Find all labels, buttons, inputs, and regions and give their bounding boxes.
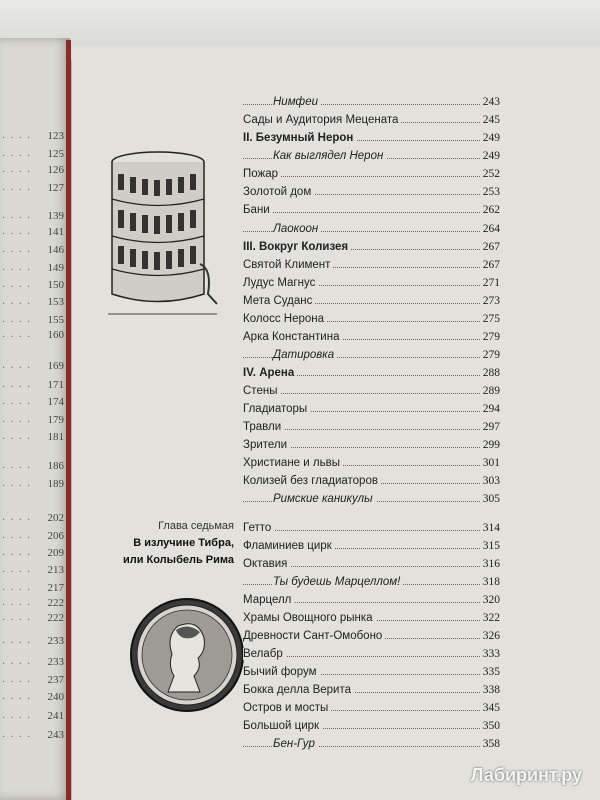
toc-leader-dots (243, 393, 500, 394)
toc-entry-page: 301 (480, 457, 500, 469)
toc-entry (243, 204, 500, 222)
toc-entry-title: Как выглядел Нерон (273, 150, 386, 162)
left-page-leader-dots: . . . . (2, 547, 32, 558)
toc-entry-page: 318 (480, 576, 500, 588)
left-page-number: 206 (47, 530, 64, 542)
toc-entry-title: Бани (243, 204, 273, 216)
toc-entry-page: 262 (480, 204, 500, 216)
toc-entry-title: Остров и мосты (243, 702, 331, 714)
toc-entry-page: 279 (480, 331, 500, 343)
left-page-leader-dots: . . . . (2, 414, 32, 425)
left-page-leader-dots: . . . . (2, 329, 32, 340)
left-page-number: 189 (47, 478, 64, 490)
toc-entry (243, 259, 500, 277)
toc-entry-page: 350 (480, 720, 500, 732)
toc-entry-page: 345 (480, 702, 500, 714)
left-page-number: 213 (47, 564, 64, 576)
toc-entry-title: Бен-Гур (273, 738, 318, 750)
toc-entry (243, 403, 500, 421)
toc-entry (243, 612, 500, 630)
left-page-number: 153 (47, 296, 64, 308)
toc-entry-title: II. Безумный Нерон (243, 132, 356, 144)
colosseum-illustration (102, 144, 222, 324)
chapter-title-line1: В излучине Тибра, (133, 537, 234, 549)
toc-entry (243, 277, 500, 295)
toc-entry-page: 297 (480, 421, 500, 433)
toc-entry-title: III. Вокруг Колизея (243, 241, 351, 253)
left-page-leader-dots: . . . . (2, 379, 32, 390)
toc-leader-dots (243, 530, 500, 531)
toc-entry (243, 168, 500, 186)
left-page-number: 209 (47, 547, 64, 559)
left-page-leader-dots: . . . . (2, 431, 32, 442)
toc-entry-page: 245 (480, 114, 500, 126)
left-page-leader-dots: . . . . (2, 460, 32, 471)
left-page-number: 171 (47, 379, 64, 391)
toc-entry-title: Нимфеи (273, 96, 321, 108)
toc-entry (243, 295, 500, 313)
left-page-number: 139 (47, 210, 64, 222)
toc-entry-title: Стены (243, 385, 280, 397)
left-page (0, 38, 70, 800)
left-page-leader-dots: . . . . (2, 182, 32, 193)
toc-entry-page: 289 (480, 385, 500, 397)
toc-entry-title: Зрители (243, 439, 290, 451)
left-page-leader-dots: . . . . (2, 478, 32, 489)
toc-entry-title: Христиане и львы (243, 457, 343, 469)
left-page-leader-dots: . . . . (2, 244, 32, 255)
toc-entry-title: Велабр (243, 648, 286, 660)
left-page-number: 169 (47, 360, 64, 372)
left-page-number: 127 (47, 182, 64, 194)
toc-entry-title: Золотой дом (243, 186, 314, 198)
left-page-number: 123 (47, 130, 64, 142)
toc-entry-page: 249 (480, 132, 500, 144)
left-page-leader-dots: . . . . (2, 656, 32, 667)
left-page-number: 125 (47, 148, 64, 160)
toc-entry-title: Бокка делла Верита (243, 684, 354, 696)
left-page-number: 243 (47, 729, 64, 741)
right-page (72, 46, 600, 800)
left-page-number: 146 (47, 244, 64, 256)
left-page-leader-dots: . . . . (2, 597, 32, 608)
left-page-number: 141 (47, 226, 64, 238)
toc-entry-page: 299 (480, 439, 500, 451)
left-page-number: 149 (47, 262, 64, 274)
left-page-leader-dots: . . . . (2, 314, 32, 325)
toc-entry-title: Мета Суданс (243, 295, 315, 307)
toc-entry (243, 630, 500, 648)
left-page-number: 222 (47, 612, 64, 624)
toc-entry-title: IV. Арена (243, 367, 297, 379)
left-page-number: 126 (47, 164, 64, 176)
left-page-leader-dots: . . . . (2, 612, 32, 623)
left-page-number: 174 (47, 396, 64, 408)
toc-entry-title: Октавия (243, 558, 290, 570)
left-page-number: 186 (47, 460, 64, 472)
toc-leader-dots (243, 176, 500, 177)
toc-entry (243, 96, 500, 114)
left-page-leader-dots: . . . . (2, 691, 32, 702)
left-page-number: 233 (47, 635, 64, 647)
left-page-leader-dots: . . . . (2, 210, 32, 221)
toc-entry (243, 421, 500, 439)
toc-entry-title: Святой Климент (243, 259, 333, 271)
left-page-number: 202 (47, 512, 64, 524)
toc-entry-title: Лаокоон (273, 223, 321, 235)
toc-entry-page: 271 (480, 277, 500, 289)
left-page-leader-dots: . . . . (2, 164, 32, 175)
toc-entry (243, 666, 500, 684)
toc-entry-page: 335 (480, 666, 500, 678)
toc-entry-title: Пожар (243, 168, 281, 180)
toc-entry-title: Колосс Нерона (243, 313, 327, 325)
toc-entry (243, 648, 500, 666)
toc-entry-title: Гладиаторы (243, 403, 310, 415)
toc-entry-page: 264 (480, 223, 500, 235)
toc-entry-page: 252 (480, 168, 500, 180)
toc-entry-title: Марцелл (243, 594, 294, 606)
left-page-number: 181 (47, 431, 64, 443)
left-page-leader-dots: . . . . (2, 674, 32, 685)
toc-entry-page: 279 (480, 349, 500, 361)
toc-entry-page: 314 (480, 522, 500, 534)
chapter-heading (123, 518, 234, 569)
left-page-number: 240 (47, 691, 64, 703)
toc-entry (243, 558, 500, 576)
toc-entry-title: Древности Сант-Омобоно (243, 630, 385, 642)
toc-entry-page: 253 (480, 186, 500, 198)
toc-entry-page: 333 (480, 648, 500, 660)
left-page-leader-dots: . . . . (2, 296, 32, 307)
toc-entry (243, 385, 500, 403)
toc-entry-page: 322 (480, 612, 500, 624)
toc-entry (243, 186, 500, 204)
toc-entry-title: Лудус Магнус (243, 277, 318, 289)
toc-entry (243, 457, 500, 475)
toc-entry-page: 267 (480, 241, 500, 253)
left-page-number: 217 (47, 582, 64, 594)
left-page-leader-dots: . . . . (2, 582, 32, 593)
toc-entry (243, 241, 500, 259)
left-page-leader-dots: . . . . (2, 710, 32, 721)
left-page-leader-dots: . . . . (2, 564, 32, 575)
left-page-leader-dots: . . . . (2, 262, 32, 273)
toc-entry-title: Фламиниев цирк (243, 540, 335, 552)
toc-entry (243, 540, 500, 558)
left-page-leader-dots: . . . . (2, 130, 32, 141)
toc-entry-title: Травли (243, 421, 284, 433)
toc-entry-title: Колизей без гладиаторов (243, 475, 381, 487)
toc-entry-page: 243 (480, 96, 500, 108)
toc-entry (243, 439, 500, 457)
toc-entry-page: 358 (480, 738, 500, 750)
toc-entry-page: 249 (480, 150, 500, 162)
toc-entry (243, 522, 500, 540)
toc-entry (243, 150, 500, 168)
toc-entry (243, 576, 500, 594)
toc-entry (243, 349, 500, 367)
left-page-number: 160 (47, 329, 64, 341)
toc-entry-page: 275 (480, 313, 500, 325)
toc-entry (243, 720, 500, 738)
left-page-number: 222 (47, 597, 64, 609)
toc-entry-title: Бычий форум (243, 666, 320, 678)
toc-entry-page: 294 (480, 403, 500, 415)
toc-entry-title: Большой цирк (243, 720, 322, 732)
chapter-label: Глава седьмая (158, 520, 234, 532)
book-spine-edge (66, 40, 71, 800)
toc-entry (243, 738, 500, 756)
toc-entry-page: 315 (480, 540, 500, 552)
left-page-leader-dots: . . . . (2, 729, 32, 740)
toc-entry-page: 267 (480, 259, 500, 271)
left-page-number: 155 (47, 314, 64, 326)
toc-entry (243, 367, 500, 385)
toc-entry (243, 132, 500, 150)
left-page-leader-dots: . . . . (2, 226, 32, 237)
toc-entry-title: Сады и Аудитория Мецената (243, 114, 401, 126)
toc-entry-title: Храмы Овощного рынка (243, 612, 376, 624)
chapter-title-line2: или Колыбель Рима (122, 554, 234, 566)
left-page-leader-dots: . . . . (2, 360, 32, 371)
toc-entry (243, 684, 500, 702)
toc-entry-title: Ты будешь Марцеллом! (273, 576, 403, 588)
toc-entry-page: 326 (480, 630, 500, 642)
toc-entry-title: Гетто (243, 522, 274, 534)
toc-entry-page: 288 (480, 367, 500, 379)
toc-entry (243, 475, 500, 493)
left-page-number: 233 (47, 656, 64, 668)
left-page-leader-dots: . . . . (2, 512, 32, 523)
toc-entry-page: 316 (480, 558, 500, 570)
left-page-number: 150 (47, 279, 64, 291)
toc-leader-dots (243, 212, 500, 213)
left-page-leader-dots: . . . . (2, 148, 32, 159)
toc-entry-page: 273 (480, 295, 500, 307)
toc-entry (243, 114, 500, 132)
toc-entry-page: 338 (480, 684, 500, 696)
toc-entry (243, 331, 500, 349)
portrait-medallion-illustration (128, 596, 246, 714)
left-page-leader-dots: . . . . (2, 279, 32, 290)
left-page-leader-dots: . . . . (2, 635, 32, 646)
left-page-number: 241 (47, 710, 64, 722)
watermark-logo: Лабиринт.ру (470, 765, 582, 785)
left-page-leader-dots: . . . . (2, 396, 32, 407)
toc-entry-title: Римские каникулы (273, 493, 376, 505)
toc-entry-page: 303 (480, 475, 500, 487)
left-page-number: 237 (47, 674, 64, 686)
left-page-number: 179 (47, 414, 64, 426)
toc-entry-page: 320 (480, 594, 500, 606)
toc-entry-page: 305 (480, 493, 500, 505)
toc-entry-title: Арка Константина (243, 331, 342, 343)
toc-entry-title: Датировка (273, 349, 337, 361)
left-page-leader-dots: . . . . (2, 530, 32, 541)
toc-entry (243, 493, 500, 511)
toc-entry (243, 594, 500, 612)
toc-entry (243, 313, 500, 331)
toc-entry (243, 702, 500, 720)
toc-entry (243, 223, 500, 241)
